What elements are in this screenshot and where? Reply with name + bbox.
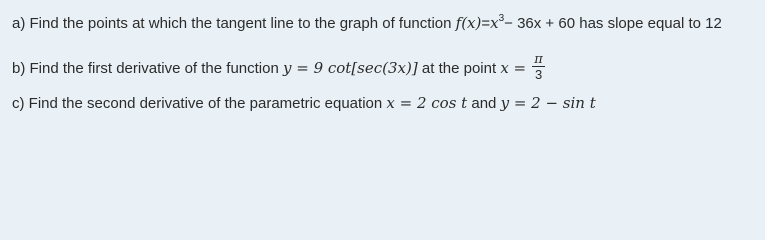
point-fraction bbox=[532, 53, 545, 81]
question-text: Find the second derivative of the parametric equation bbox=[28, 95, 383, 112]
polynomial-term: x bbox=[490, 14, 499, 32]
parametric-x: x = 2 cos t bbox=[386, 94, 468, 112]
question-label: c) bbox=[12, 95, 25, 112]
fraction-numerator: π bbox=[534, 52, 543, 67]
question-b bbox=[12, 52, 545, 83]
question-tail: has slope equal to 12 bbox=[579, 15, 722, 32]
conjunction: and bbox=[471, 95, 497, 112]
question-c bbox=[12, 93, 596, 114]
fraction-denominator: 3 bbox=[532, 66, 545, 81]
question-a: a) Find the points at which the tangent line to the graph of function $f(x)=x^3- 36x + 60$ has slope equal to 12 bbox=[12, 13, 722, 32]
polynomial-rest: − 36x + 60 bbox=[504, 15, 576, 32]
question-text: Find the first derivative of the function bbox=[29, 59, 279, 77]
question-text: Find the points at which the tangent line to the graph of function bbox=[29, 15, 452, 32]
question-mid: at the point bbox=[421, 59, 497, 77]
question-label: b) bbox=[12, 59, 26, 77]
question-label: a) bbox=[12, 15, 26, 32]
function-expression: y = 9 cot[sec(3x)] bbox=[282, 58, 418, 77]
point-variable: x = bbox=[500, 58, 527, 77]
parametric-y: y = 2 − sin t bbox=[500, 94, 596, 112]
function-expression: f(x) bbox=[455, 14, 482, 32]
exponent: 3 bbox=[498, 13, 505, 24]
